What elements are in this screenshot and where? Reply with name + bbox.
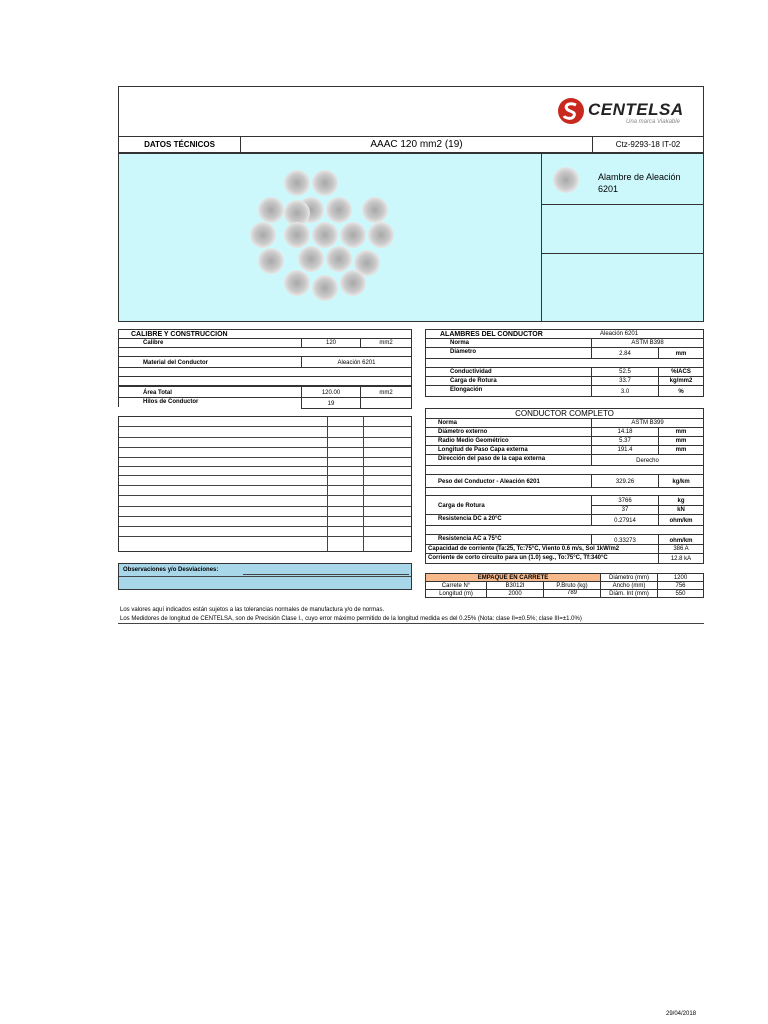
strand-icon (368, 222, 394, 248)
carga-rotura-label: Carga de Rotura (425, 376, 592, 386)
capacidad-corriente-label: Capacidad de corriente (Ta:25, Tc:75°C, Viento 0.6 m/s, Sol 1kW/m2 (425, 544, 659, 554)
legend-box-2 (541, 204, 704, 254)
carrete-diametro-label: Diámetro (mm) (600, 573, 658, 582)
carga-rotura-unit: kg/mm2 (658, 376, 704, 386)
diametro-externo-label: Diámetro externo (425, 427, 592, 437)
calibre-value: 120 (301, 338, 361, 348)
carga-rotura-total-unit: kg (658, 495, 704, 506)
completo-norma-label: Norma (425, 418, 592, 428)
strand-icon (312, 170, 338, 196)
elongacion-label: Elongación (425, 385, 592, 397)
empaque-title: EMPAQUE EN CARRETE (425, 573, 601, 582)
elongacion-unit: % (658, 385, 704, 397)
carga-rotura-value: 33.7 (591, 376, 659, 386)
legend-label: Alambre de Aleación 6201 (598, 172, 681, 194)
alambres-title: ALAMBRES DEL CONDUCTOR (425, 329, 704, 339)
alambres-diametro-unit: mm (658, 347, 704, 359)
strand-icon (362, 197, 388, 223)
completo-title: CONDUCTOR COMPLETO (425, 408, 704, 419)
empaque-r0-c1: Carrete N° (425, 581, 487, 590)
diametro-externo-unit: mm (658, 427, 704, 437)
calibre-spacer (360, 397, 412, 409)
conductividad-unit: %IACS (658, 367, 704, 377)
carga-rotura-kn-unit: kN (658, 505, 704, 515)
empaque-spacer (543, 589, 601, 598)
carrete-diam-int-value: 550 (657, 589, 704, 598)
peso-unit: kg/km (658, 474, 704, 488)
centelsa-logo-icon (556, 96, 586, 126)
strand-icon (340, 222, 366, 248)
empaque-r0-c2: B3012I (486, 581, 544, 590)
conductividad-value: 52.5 (591, 367, 659, 377)
legend-box-3 (541, 253, 704, 322)
resistencia-ac-unit: ohm/km (658, 534, 704, 545)
calibre-title: CALIBRE Y CONSTRUCCIÓN (118, 329, 412, 339)
area-unit: mm2 (360, 386, 412, 398)
rmg-label: Radio Medio Geométrico (425, 436, 592, 446)
brand-logo (556, 96, 700, 132)
capacidad-corriente-value: 386 A (658, 544, 704, 554)
strand-icon (312, 222, 338, 248)
completo-norma-value: ASTM B399 (591, 418, 704, 428)
elongacion-value: 3.0 (591, 385, 659, 397)
longitud-paso-label: Longitud de Paso Capa externa (425, 445, 592, 455)
empty-grid (118, 416, 412, 552)
document-date: 29/04/2018 (666, 1011, 697, 1017)
carrete-diam-int-label: Diám. Int (mm) (600, 589, 658, 598)
resistencia-ac-value: 0.33273 (591, 534, 659, 545)
strand-icon (284, 222, 310, 248)
calibre-unit: mm2 (360, 338, 412, 348)
header-product: AAAC 120 mm2 (19) (240, 136, 593, 153)
conductividad-label: Conductividad (425, 367, 592, 377)
observaciones-box (118, 563, 412, 590)
hilos-label: Hilos de Conductor (118, 397, 302, 407)
strand-icon (258, 197, 284, 223)
strand-icon (340, 270, 366, 296)
resistencia-dc-unit: ohm/km (658, 514, 704, 526)
alambres-diametro-value: 2.84 (591, 347, 659, 359)
strand-icon (298, 246, 324, 272)
observaciones-label: Observaciones y/o Desviaciones: (123, 567, 219, 573)
brand-tagline: Una marca Viakable (626, 119, 680, 125)
notes-divider (118, 623, 704, 624)
note-tolerancias: Los valores aquí indicados están sujetos a las tolerancias normales de manufactura y/o de normas. (120, 607, 385, 613)
hilos-value: 19 (301, 397, 361, 409)
note-precision: Los Medidores de longitud de CENTELSA, son de Precisión Clase I., cuyo error máximo permitido de la longitud medida es del 0.25% (Nota: clase II=±0.5%; clase III=±1.0%) (120, 616, 582, 622)
direccion-paso-label: Dirección del paso de la capa externa (425, 454, 592, 466)
carga-rotura-total-value: 3766 (591, 495, 659, 506)
resistencia-ac-label: Resistencia AC a 75°C (425, 534, 592, 545)
resistencia-dc-value: 0.27914 (591, 514, 659, 526)
strand-icon (312, 275, 338, 301)
corto-circuito-label: Corriente de corto circuito para un (1.0) seg., To:75°C, Tf:340°C (425, 553, 659, 564)
peso-value: 329.26 (591, 474, 659, 488)
calibre-label: Calibre (118, 338, 302, 348)
alambres-norma-value: ASTM B398 (591, 338, 704, 348)
empaque-r1-c1: Longitud (m) (425, 589, 487, 598)
empaque-r1-c2: 2000 (486, 589, 544, 598)
alambres-diametro-label: Diámetro (425, 347, 592, 359)
strand-icon (250, 222, 276, 248)
material-value: Aleación 6201 (301, 356, 412, 368)
conductor-cross-section (240, 160, 400, 310)
corto-circuito-value: 12.8 kA (658, 553, 704, 564)
carga-rotura-total-label: Carga de Rotura (425, 495, 592, 515)
carrete-ancho-label: Ancho (mm) (600, 581, 658, 590)
carrete-ancho-value: 756 (657, 581, 704, 590)
header-datos-tecnicos: DATOS TÉCNICOS (118, 136, 241, 153)
direccion-paso-value: Derecho (591, 454, 704, 466)
material-label: Material del Conductor (118, 356, 302, 368)
peso-label: Peso del Conductor - Aleación 6201 (425, 474, 592, 488)
legend-strand-icon (553, 167, 579, 193)
strand-icon (284, 270, 310, 296)
carga-rotura-kn-value: 37 (591, 505, 659, 515)
carrete-diametro-value: 1200 (657, 573, 704, 582)
empaque-peso-bruto: 789 (566, 590, 577, 596)
alambres-title-value: Aleación 6201 (600, 331, 639, 337)
strand-icon (326, 197, 352, 223)
strand-icon (326, 246, 352, 272)
area-label: Área Total (118, 386, 302, 398)
alambres-norma-label: Norma (425, 338, 592, 348)
resistencia-dc-label: Resistencia DC a 20°C (425, 514, 592, 526)
empaque-r0-c3: P.Bruto (kg) (543, 581, 601, 590)
area-value: 120.00 (301, 386, 361, 398)
calibre-spacer (118, 376, 412, 386)
strand-icon (284, 170, 310, 196)
longitud-paso-value: 191.4 (591, 445, 659, 455)
strand-icon (258, 248, 284, 274)
header-code: Ctz-9293-18 IT-02 (592, 136, 704, 153)
longitud-paso-unit: mm (658, 445, 704, 455)
diametro-externo-value: 14.18 (591, 427, 659, 437)
rmg-value: 5.37 (591, 436, 659, 446)
rmg-unit: mm (658, 436, 704, 446)
brand-name: CENTELSA (588, 100, 684, 119)
